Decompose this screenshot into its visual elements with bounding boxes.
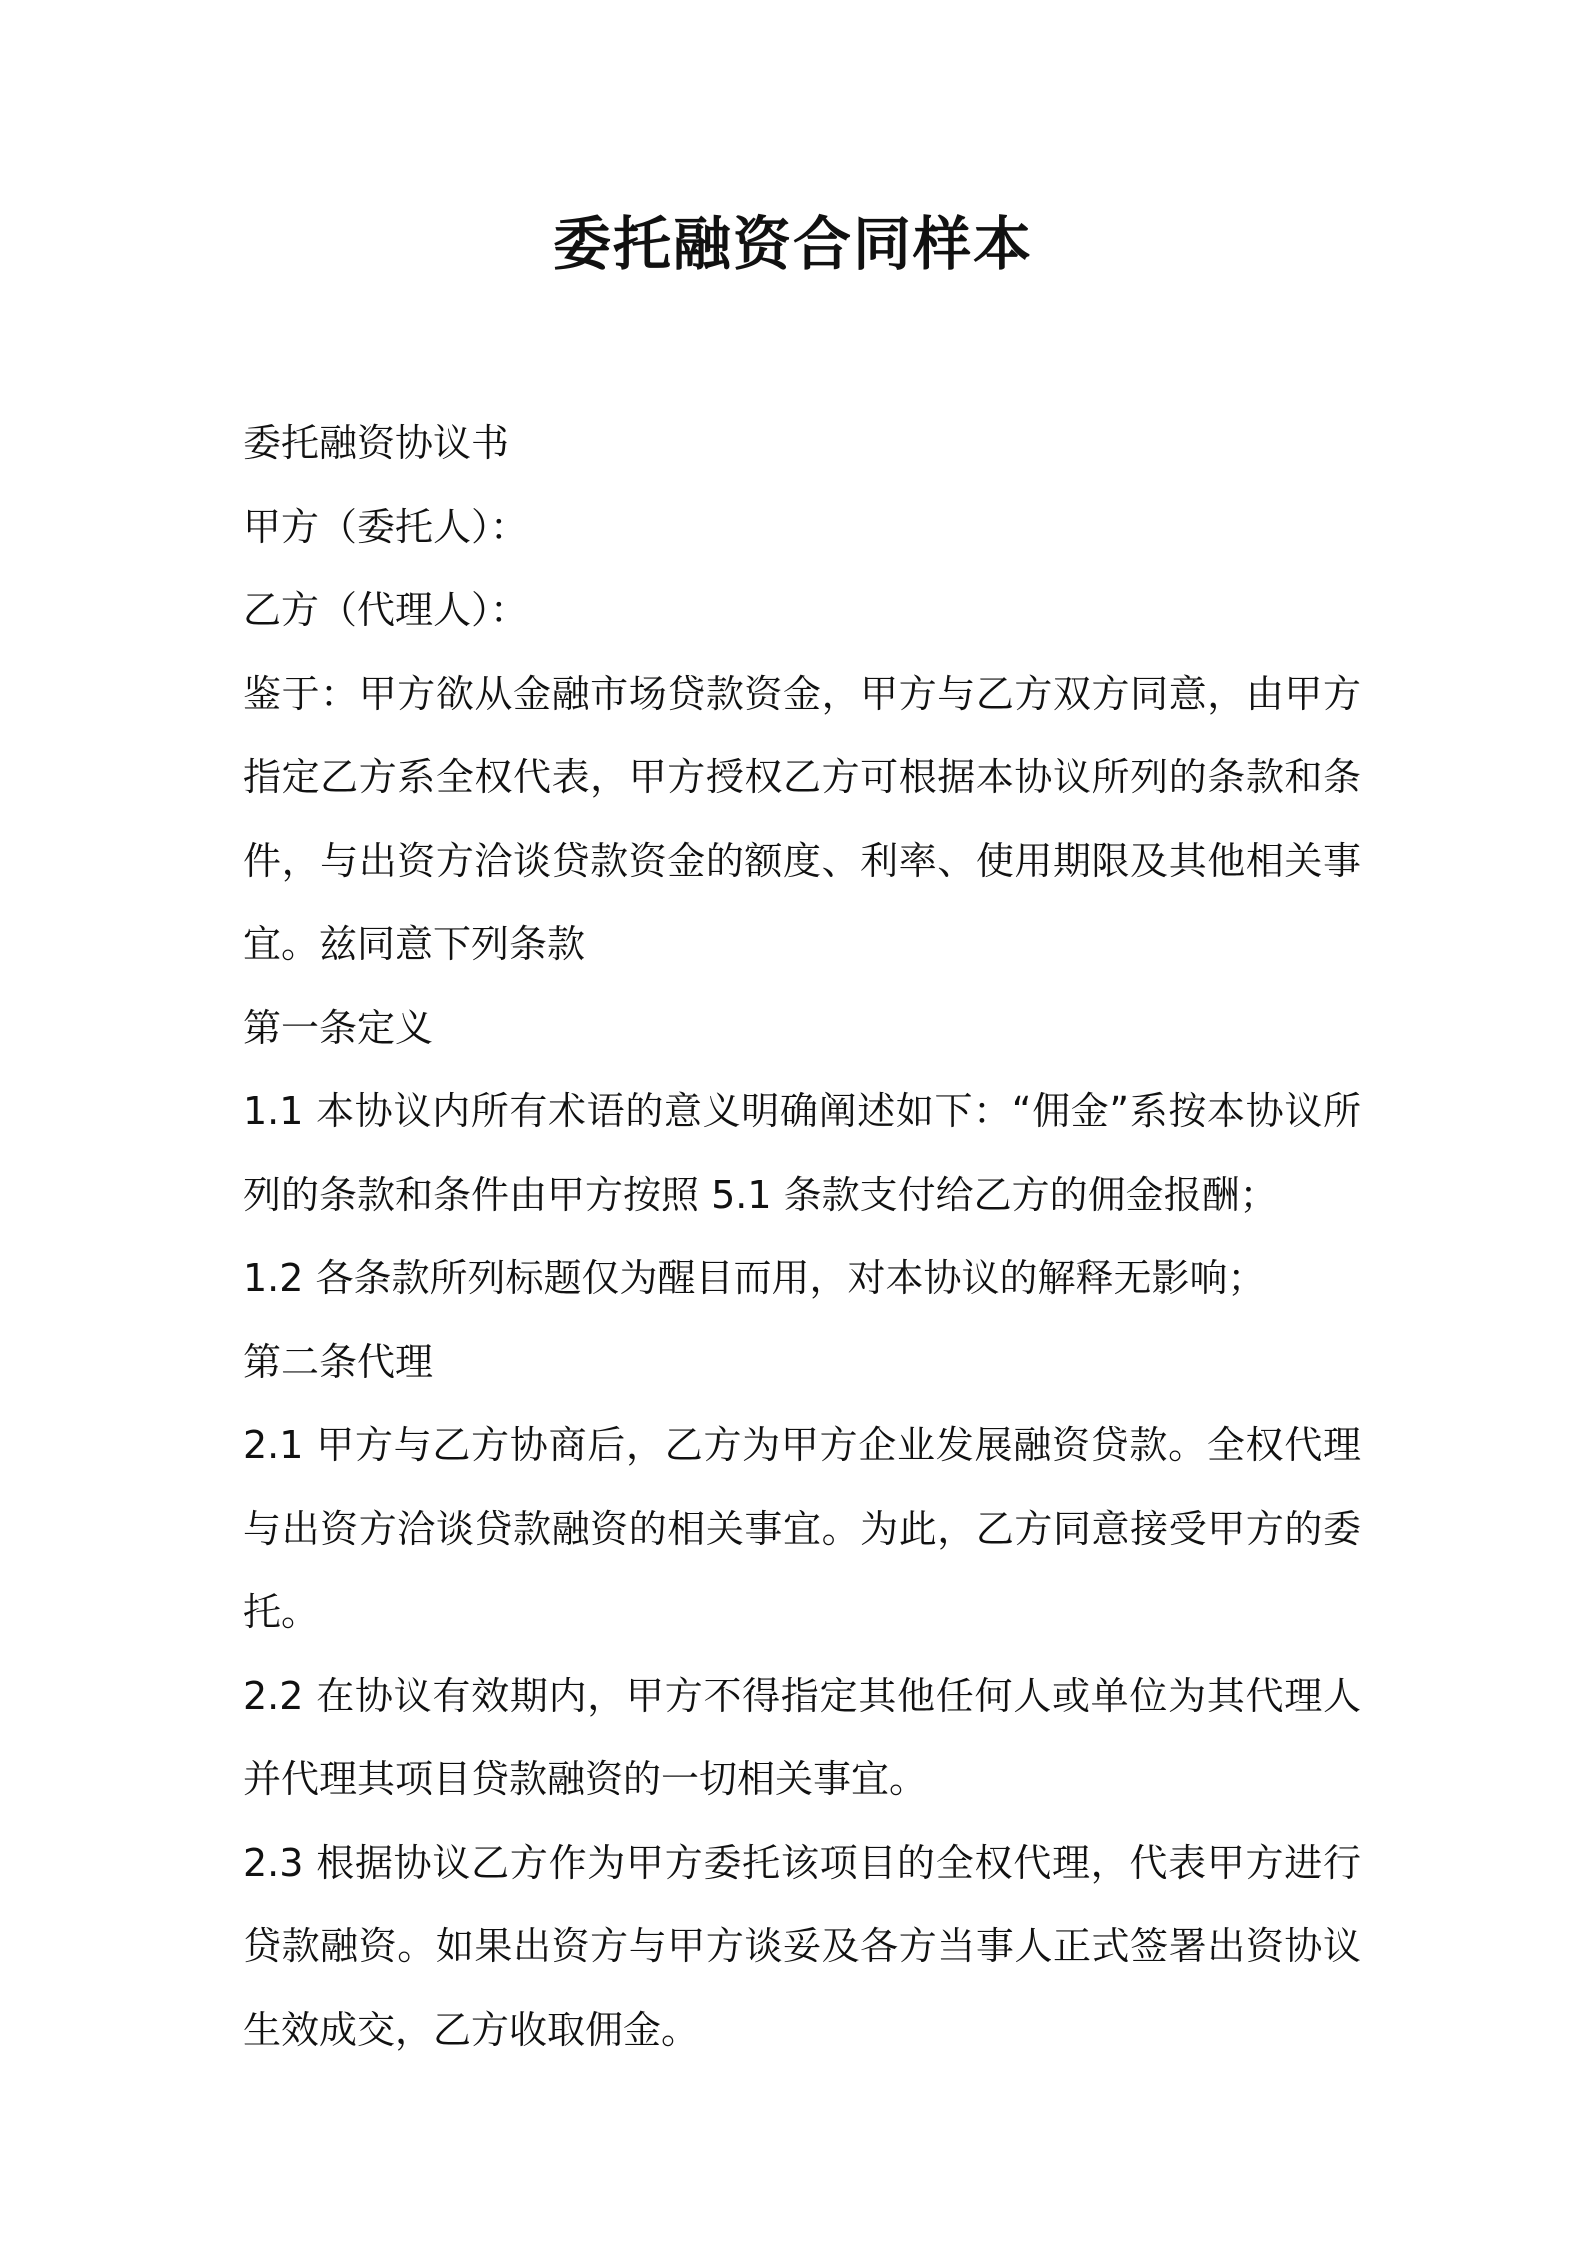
clause-1-1: 1.1 本协议内所有术语的意义明确阐述如下：“佣金”系按本协议所列的条款和条件由甲方按照 5.1 条款支付给乙方的佣金报酬；: [243, 1089, 1361, 1217]
clause-1-2: 1.2 各条款所列标题仅为醒目而用，对本协议的解释无影响；: [243, 1256, 1266, 1300]
party-b-line: 乙方（代理人）：: [243, 588, 529, 632]
document-body: [243, 402, 1361, 2072]
article-1-heading: 第一条定义: [243, 1005, 434, 1050]
preamble-paragraph: 鉴于：甲方欲从金融市场贷款资金，甲方与乙方双方同意，由甲方指定乙方系全权代表，甲方授权乙方可根据本协议所列的条款和条件，与出资方洽谈贷款资金的额度、利率、使用期限及其他相关事宜。兹同意下列条款: [243, 671, 1361, 966]
document-title: 委托融资合同样本: [552, 210, 1033, 278]
clause-2-1: 2.1 甲方与乙方协商后，乙方为甲方企业发展融资贷款。全权代理与出资方洽谈贷款融资的相关事宜。为此，乙方同意接受甲方的委托。: [243, 1423, 1361, 1634]
party-a-line: 甲方（委托人）：: [243, 504, 529, 549]
agreement-heading: 委托融资协议书: [243, 421, 510, 465]
article-2-heading: 第二条代理: [243, 1339, 434, 1384]
clause-2-2: 2.2 在协议有效期内，甲方不得指定其他任何人或单位为其代理人并代理其项目贷款融资的一切相关事宜。: [243, 1673, 1361, 1801]
clause-2-3: 2.3 根据协议乙方作为甲方委托该项目的全权代理，代表甲方进行贷款融资。如果出资方与甲方谈妥及各方当事人正式签署出资协议生效成交，乙方收取佣金。: [243, 1840, 1361, 2052]
